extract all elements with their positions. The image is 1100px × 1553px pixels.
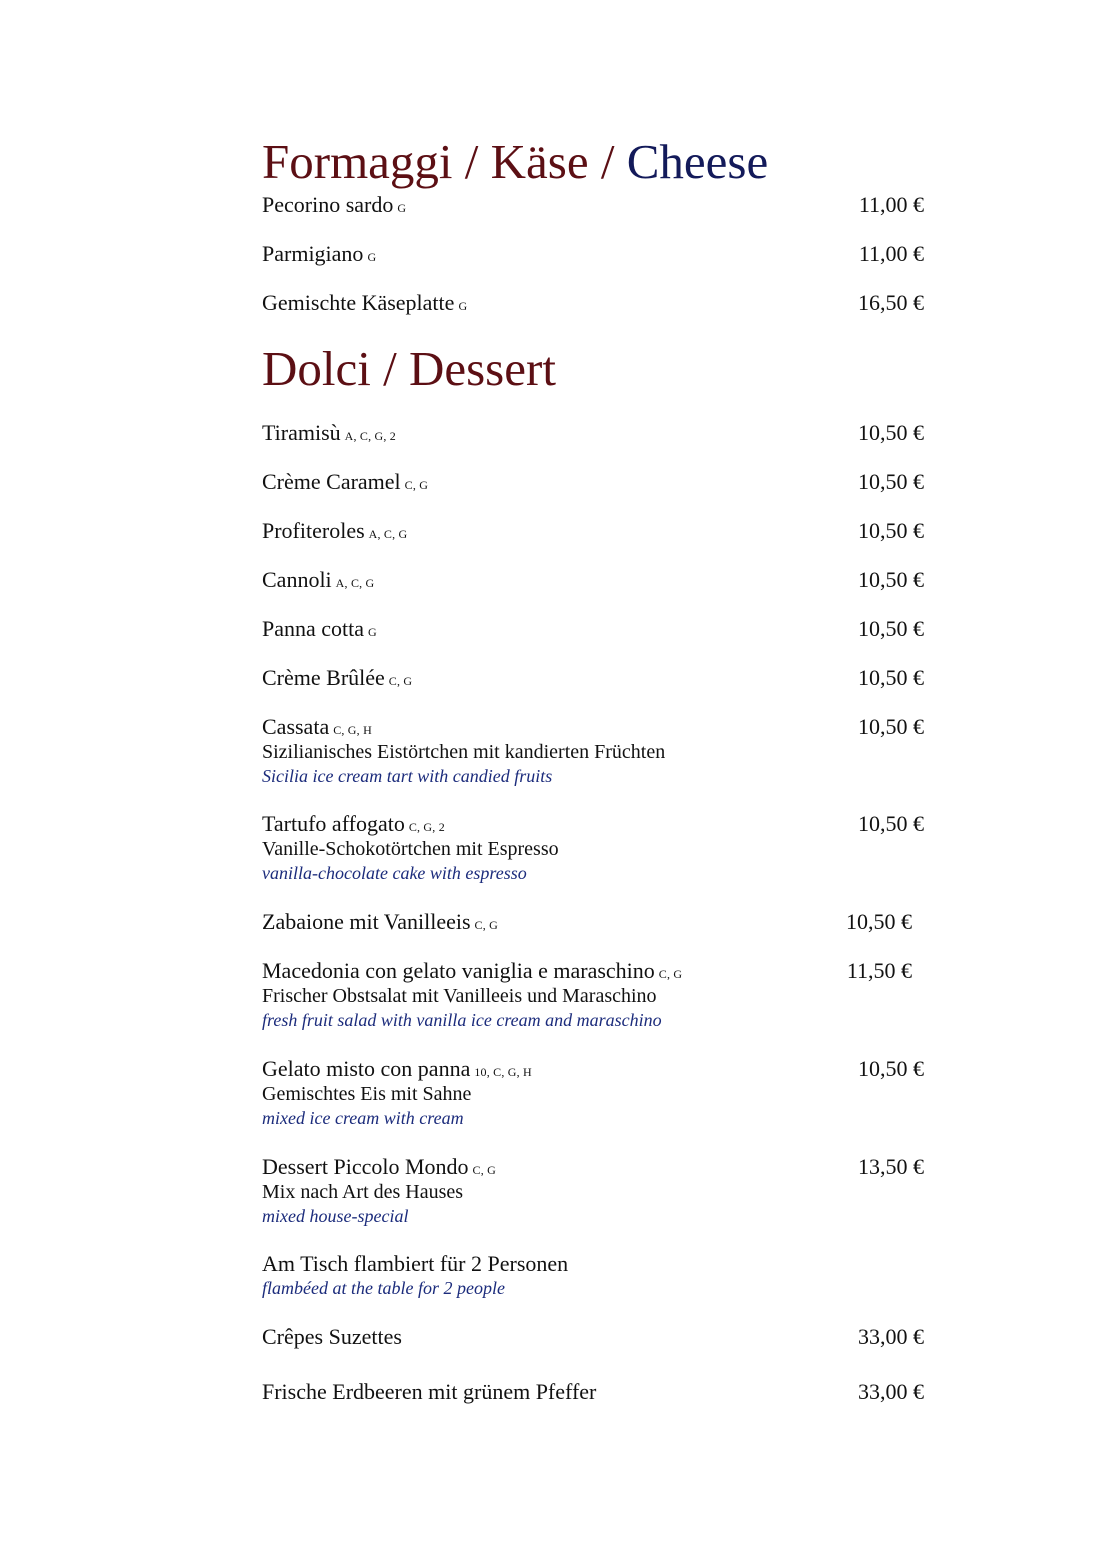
item-allergens: C, G, 2 (408, 820, 445, 834)
dessert-heading: Dolci / Dessert (262, 341, 556, 396)
item-description-de: Gemischtes Eis mit Sahne (262, 1083, 472, 1105)
item-price: 16,50 € (858, 290, 924, 315)
menu-item (262, 419, 924, 446)
item-price: 11,00 € (858, 192, 924, 217)
item-allergens: A, C, G (368, 527, 408, 541)
item-name: Frische Erdbeeren mit grünem Pfeffer (262, 1379, 597, 1404)
item-allergens: C, G, H (333, 723, 372, 737)
item-description-en: Sicilia ice cream tart with candied fruits (262, 766, 553, 786)
item-name: Zabaione mit Vanilleeis (262, 909, 471, 934)
item-name: Gelato misto con panna (262, 1056, 471, 1081)
menu-item (262, 908, 924, 935)
menu-item (262, 713, 924, 788)
item-allergens: C, G (472, 1163, 497, 1177)
menu-item (262, 1378, 924, 1405)
menu-item (262, 517, 924, 544)
item-name: Tartufo affogato (262, 811, 405, 836)
cheese-heading (262, 134, 768, 190)
item-name: Cassata (262, 714, 330, 739)
menu-item (262, 1153, 924, 1228)
item-name: Profiteroles (262, 518, 365, 543)
item-allergens: C, G (474, 918, 499, 932)
item-allergens: C, G (658, 967, 683, 981)
item-allergens: C, G (388, 674, 413, 688)
menu-item (262, 1055, 924, 1130)
item-name: Gemischte Käseplatte (262, 290, 455, 315)
item-allergens: G (458, 299, 468, 313)
flambe-section-heading (262, 1250, 924, 1300)
item-allergens: 10, C, G, H (474, 1065, 532, 1079)
item-name: Tiramisù (262, 420, 341, 445)
item-price: 10,50 € (858, 469, 924, 494)
item-description-en: vanilla-chocolate cake with espresso (262, 863, 527, 883)
menu-item (262, 468, 924, 495)
item-description-en: mixed house-special (262, 1206, 409, 1226)
menu-item (262, 810, 924, 885)
item-name: Crème Caramel (262, 469, 401, 494)
item-price: 11,50 € (846, 958, 912, 983)
item-price: 11,00 € (858, 241, 924, 266)
item-price: 10,50 € (858, 714, 924, 739)
item-description-en: fresh fruit salad with vanilla ice cream and maraschino (262, 1010, 662, 1030)
item-price: 10,50 € (858, 518, 924, 543)
menu-item (262, 957, 924, 1032)
flambe-title: Am Tisch flambiert für 2 Personen (262, 1251, 569, 1276)
item-price: 33,00 € (858, 1324, 924, 1349)
item-description-de: Mix nach Art des Hauses (262, 1181, 464, 1203)
item-price: 10,50 € (858, 420, 924, 445)
item-name: Crème Brûlée (262, 665, 385, 690)
item-allergens: G (368, 625, 377, 639)
item-allergens: C, G (404, 478, 429, 492)
item-allergens: A, C, G (335, 576, 375, 590)
item-price: 13,50 € (858, 1154, 924, 1179)
item-price: 10,50 € (846, 909, 912, 934)
item-description-de: Frischer Obstsalat mit Vanilleeis und Maraschino (262, 985, 657, 1007)
item-allergens: A, C, G, 2 (344, 429, 396, 443)
item-price: 10,50 € (858, 567, 924, 592)
item-name: Panna cotta (262, 616, 365, 641)
item-price: 10,50 € (858, 811, 924, 836)
item-name: Dessert Piccolo Mondo (262, 1154, 469, 1179)
flambe-subtitle: flambéed at the table for 2 people (262, 1278, 505, 1298)
item-allergens: G (367, 250, 377, 264)
cheese-heading-red: Formaggi / Käse / (262, 134, 627, 189)
menu-item (262, 1323, 924, 1350)
menu-item (262, 566, 924, 593)
menu-item (262, 664, 924, 691)
item-allergens: G (397, 201, 407, 215)
item-name: Crêpes Suzettes (262, 1324, 402, 1349)
item-price: 10,50 € (858, 665, 924, 690)
item-name: Pecorino sardo (262, 192, 394, 217)
menu-item (262, 240, 924, 267)
item-name: Cannoli (262, 567, 332, 592)
item-name: Parmigiano (262, 241, 364, 266)
menu-item (262, 191, 924, 218)
menu-item (262, 289, 924, 316)
item-price: 33,00 € (858, 1379, 924, 1404)
cheese-heading-blue: Cheese (626, 134, 769, 189)
menu-item (262, 615, 924, 642)
item-description-en: mixed ice cream with cream (262, 1108, 464, 1128)
item-price: 10,50 € (858, 616, 924, 641)
item-description-de: Vanille-Schokotörtchen mit Espresso (262, 838, 559, 860)
item-description-de: Sizilianisches Eistörtchen mit kandierten Früchten (262, 741, 666, 763)
item-name: Macedonia con gelato vaniglia e maraschino (262, 958, 655, 983)
item-price: 10,50 € (858, 1056, 924, 1081)
